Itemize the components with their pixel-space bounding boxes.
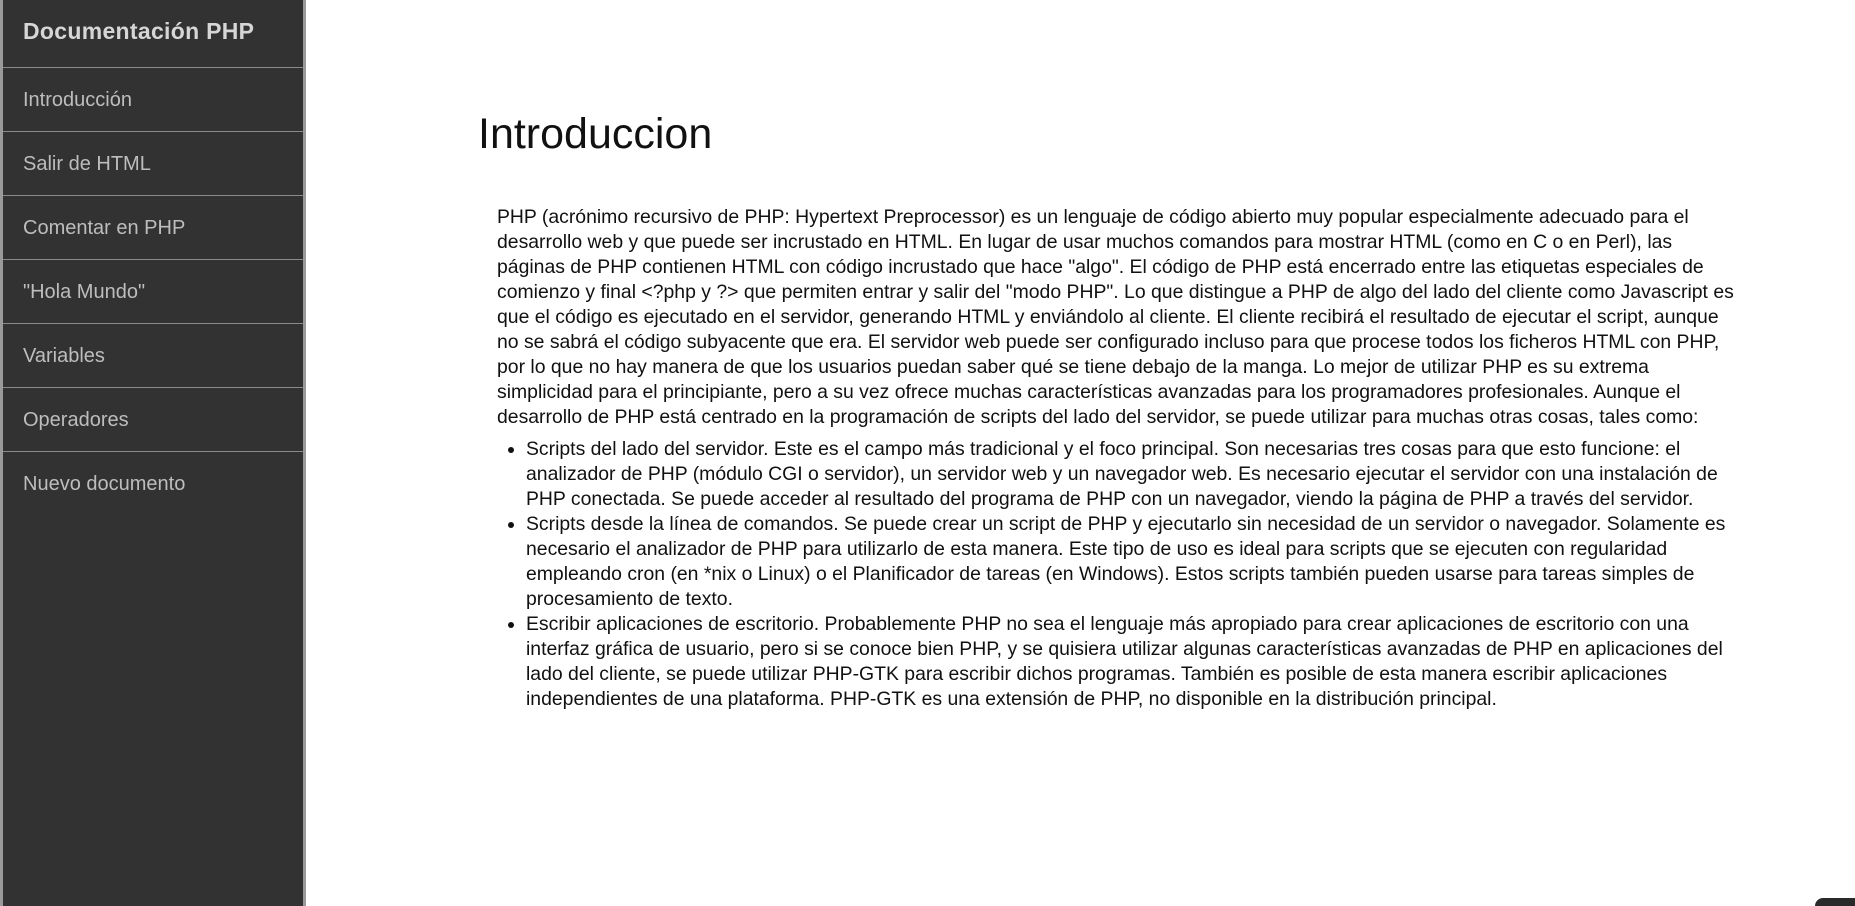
- nav-list: [3, 68, 303, 516]
- list-item: • Escribir aplicaciones de escritorio. Probablemente PHP no sea el lenguaje más apropiado para crear aplicaciones de escritorio con una interfaz gráfica de usuario, pero si se conoce bien PHP, y se quisiera utilizar algunas características avanzadas de PHP en aplicaciones del lado del cliente, se puede utilizar PHP-GTK para escribir dichos programas. También es posible de esta manera escribir aplicaciones independientes de una plataforma. PHP-GTK es una extensión de PHP, no disponible en la distribución principal.: [526, 612, 1737, 712]
- sidebar-item-variables[interactable]: Variables: [3, 324, 303, 388]
- intro-paragraph: PHP (acrónimo recursivo de PHP: Hypertext Preprocessor) es un lenguaje de código abierto muy popular especialmente adecuado para el desarrollo web y que puede ser incrustado en HTML. En lugar de usar muchos comandos para mostrar HTML (como en C o en Perl), las páginas de PHP contienen HTML con código incrustado que hace "algo". El código de PHP está encerrado entre las etiquetas especiales de comienzo y final <?php y ?> que permiten entrar y salir del "modo PHP". Lo que distingue a PHP de algo del lado del cliente como Javascript es que el código es ejecutado en el servidor, generando HTML y enviándolo al cliente. El cliente recibirá el resultado de ejecutar el script, aunque no se sabrá el código subyacente que era. El servidor web puede ser configurado incluso para que procese todos los ficheros HTML con PHP, por lo que no hay manera de que los usuarios puedan saber qué se tiene debajo de la manga. Lo mejor de utilizar PHP es su extrema simplicidad para el principiante, pero a su vez ofrece muchas características avanzadas para los programadores profesionales. Aunque el desarrollo de PHP está centrado en la programación de scripts del lado del servidor, se puede utilizar para muchas otras cosas, tales como:: [497, 206, 1734, 428]
- sidebar-item-salir-de-html[interactable]: Salir de HTML: [3, 132, 303, 196]
- sidebar-item-operadores[interactable]: Operadores: [3, 388, 303, 452]
- uses-list: [497, 437, 1737, 712]
- sidebar-title: Documentación PHP: [3, 0, 303, 68]
- sidebar: [0, 0, 306, 906]
- list-item: • Scripts del lado del servidor. Este es el campo más tradicional y el foco principal. Son necesarias tres cosas para que esto funcione: el analizador de PHP (módulo CGI o servidor), un servidor web y un navegador web. Es necesario ejecutar el servidor con una instalación de PHP conectada. Se puede acceder al resultado del programa de PHP con un navegador, viendo la página de PHP a través del servidor.: [526, 437, 1737, 512]
- sidebar-item-hola-mundo[interactable]: "Hola Mundo": [3, 260, 303, 324]
- article-body: [497, 205, 1737, 712]
- page-title: Introduccion: [478, 110, 713, 158]
- sidebar-item-nuevo-documento[interactable]: Nuevo documento: [23, 473, 186, 495]
- list-item: • Scripts desde la línea de comandos. Se puede crear un script de PHP y ejecutarlo sin necesidad de un servidor o navegador. Solamente es necesario el analizador de PHP para utilizarlo de esta manera. Este tipo de uso es ideal para scripts que se ejecuten con regularidad empleando cron (en *nix o Linux) o el Planificador de tareas (en Windows). Estos scripts también pueden usarse para tareas simples de procesamiento de texto.: [526, 512, 1737, 612]
- sidebar-item-introduccion[interactable]: Introducción: [3, 68, 303, 132]
- sidebar-item-comentar-en-php[interactable]: Comentar en PHP: [3, 196, 303, 260]
- main-content: [478, 0, 1758, 906]
- corner-decoration: [1815, 898, 1855, 906]
